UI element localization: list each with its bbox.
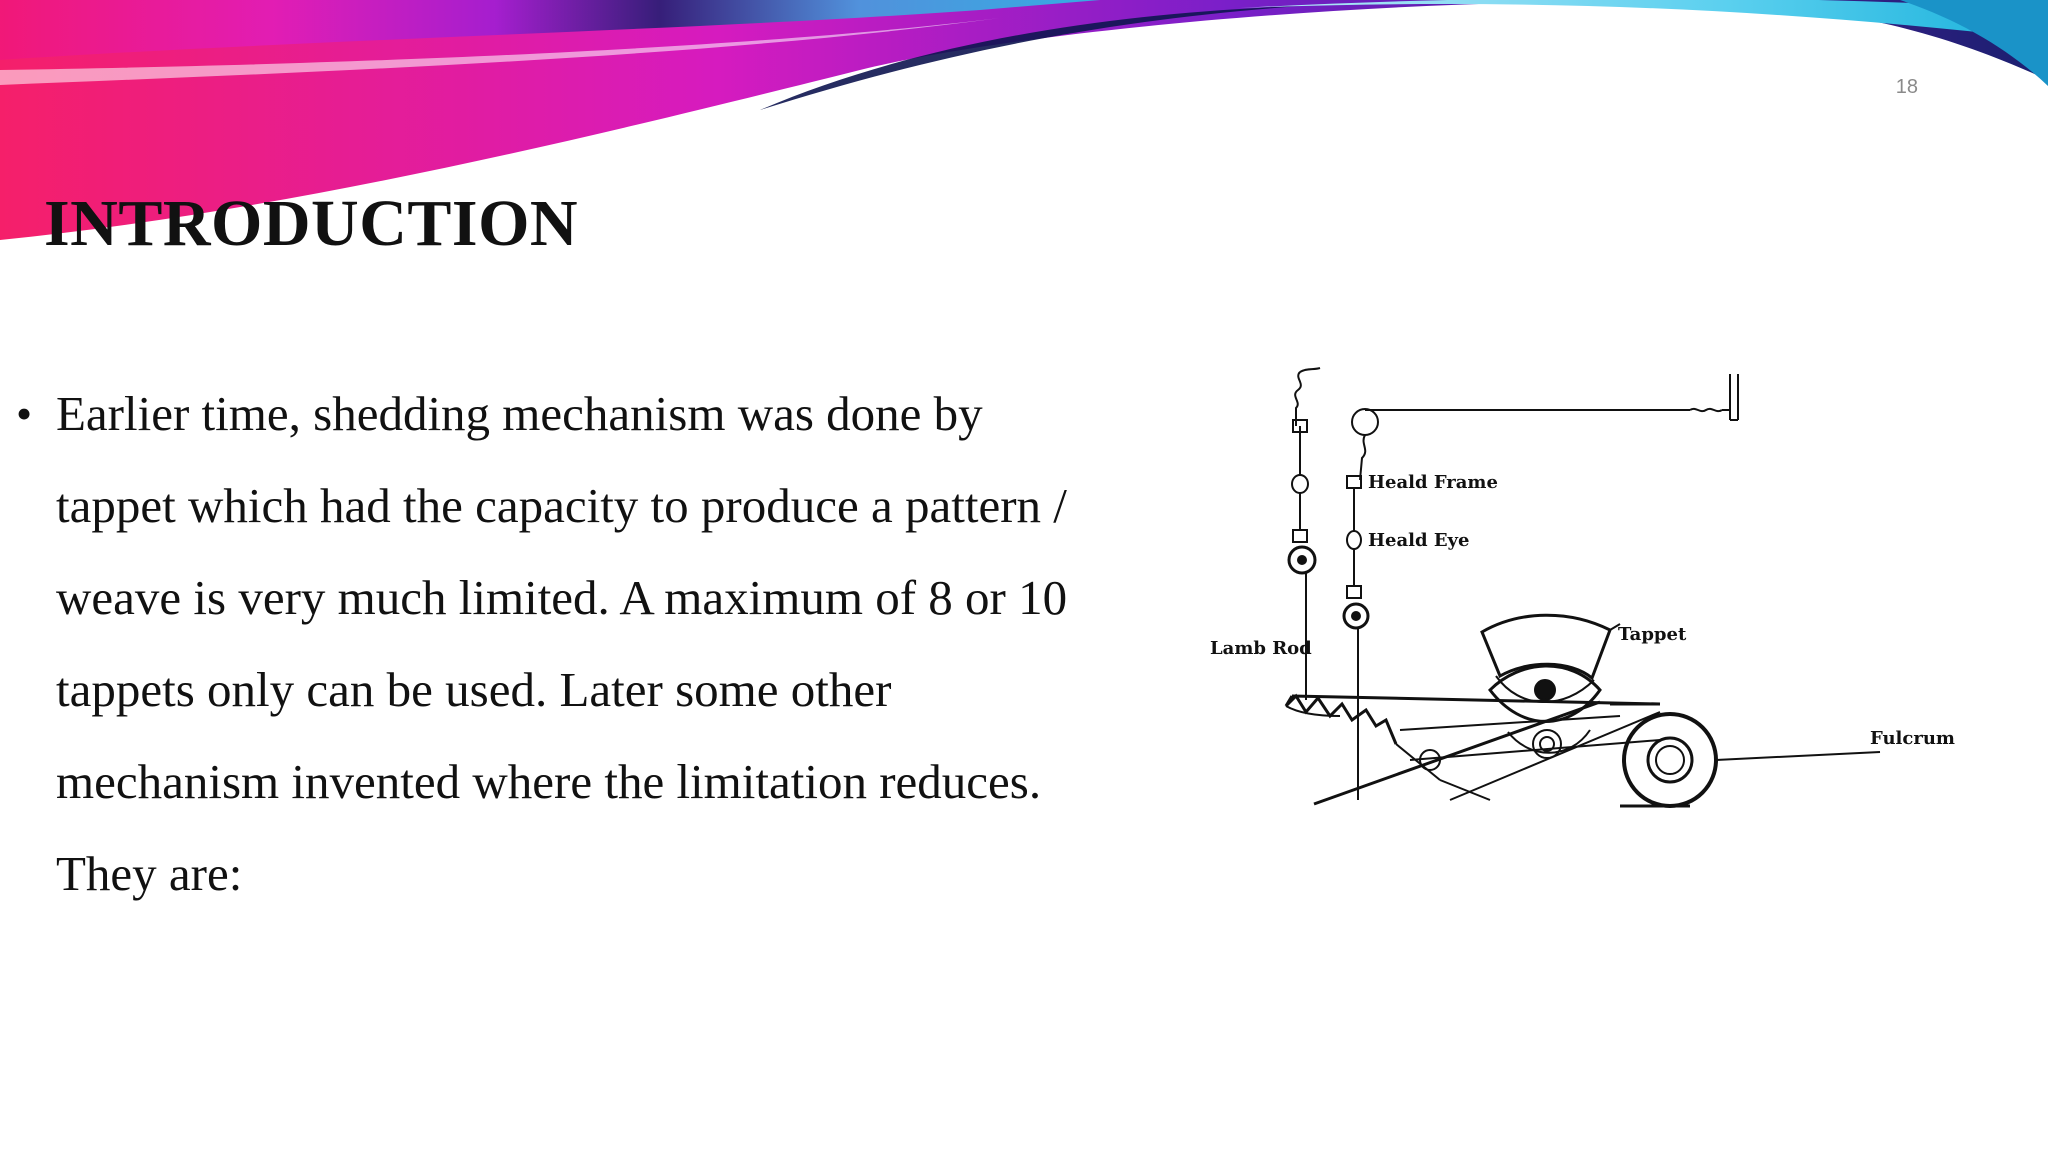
page-number: 18 [1895, 76, 1918, 98]
bullet-line: They are: [56, 846, 243, 901]
bullet-text [56, 368, 1124, 920]
bullet-line: tappets only can be used. Later some other [56, 662, 892, 717]
bullet-line: Earlier time, shedding mechanism was done by [56, 386, 983, 441]
heald-frame-label: Heald Frame [1368, 472, 1498, 493]
bullet-point [14, 368, 1124, 920]
bullet-dot-icon: • [16, 388, 33, 439]
slide-title: INTRODUCTION [44, 187, 579, 260]
lamb-rod-label: Lamb Rod [1210, 638, 1312, 659]
bullet-line: mechanism invented where the limitation reduces. [56, 754, 1042, 809]
diagram-linework [1286, 368, 1880, 806]
heald-eye-label: Heald Eye [1368, 530, 1470, 551]
fulcrum-label: Fulcrum [1870, 728, 1955, 749]
bullet-line: tappet which had the capacity to produce a pattern / [56, 478, 1067, 533]
tappet-shedding-diagram [1190, 360, 1970, 820]
tappet-label: Tappet [1618, 624, 1687, 645]
bullet-line: weave is very much limited. A maximum of 8 or 10 [56, 570, 1068, 625]
